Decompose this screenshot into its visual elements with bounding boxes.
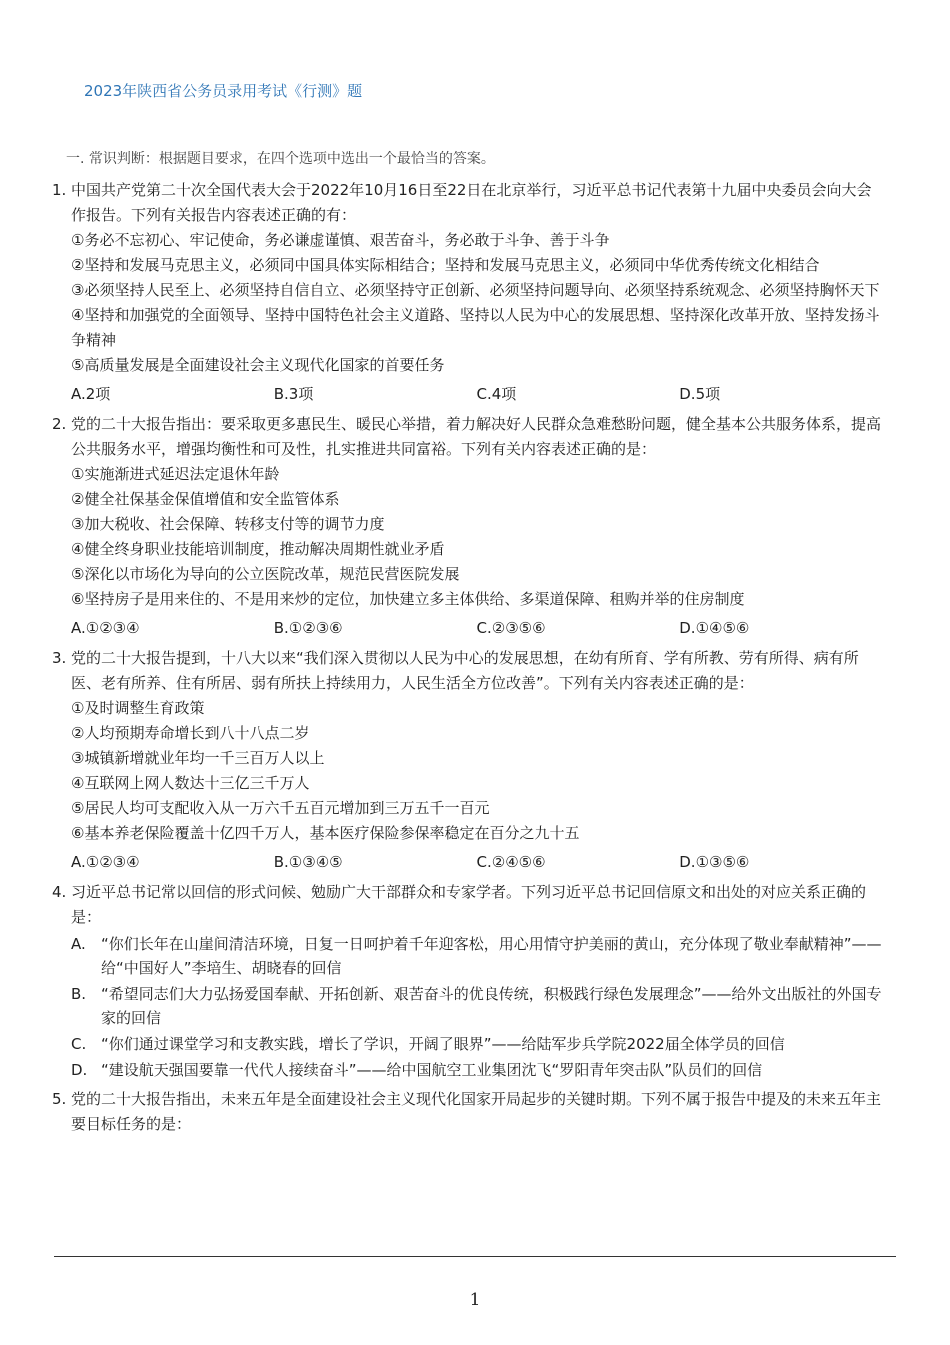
option-text: “你们长年在山崖间清洁环境，日复一日呵护着千年迎客松，用心用情守护美丽的黄山，充分体现了敬业奉献精神”——给“中国好人”李培生、胡晓春的回信	[101, 935, 882, 977]
question-stem: 党的二十大报告提到，十八大以来“我们深入贯彻以人民为中心的发展思想，在幼有所育、学有所教、劳有所得、病有所医、老有所养、住有所居、弱有所扶上持续用力，人民生活全方位改善”。下列有关内容表述正确的是：	[71, 649, 859, 692]
choice-c: C.②④⑤⑥	[476, 853, 546, 871]
question-stem: 中国共产党第二十次全国代表大会于2022年10月16日至22日在北京举行，习近平总书记代表第十九届中央委员会向大会作报告。下列有关报告内容表述正确的有：	[71, 181, 872, 224]
section-heading: 一. 常识判断：根据题目要求，在四个选项中选出一个最恰当的答案。	[66, 151, 495, 167]
option-b	[71, 982, 882, 1030]
statement-item: ②人均预期寿命增长到八十八点二岁	[71, 724, 310, 742]
option-a	[71, 932, 882, 980]
statement-item: ③加大税收、社会保障、转移支付等的调节力度	[71, 515, 385, 533]
question-1	[52, 178, 882, 407]
choice-d: D.5项	[679, 385, 721, 403]
question-5	[52, 1087, 882, 1137]
option-key: C.	[71, 1035, 87, 1053]
choice-a: A.①②③④	[71, 853, 140, 871]
option-text: “你们通过课堂学习和支教实践，增长了学识，开阔了眼界”——给陆军步兵学院2022届全体学员的回信	[101, 1035, 785, 1053]
statement-item: ⑤居民人均可支配收入从一万六千五百元增加到三万五千一百元	[71, 799, 490, 817]
document-title: 2023年陕西省公务员录用考试《行测》题	[84, 82, 363, 100]
answer-options	[52, 932, 882, 1082]
statement-item: ④互联网上网人数达十三亿三千万人	[71, 774, 310, 792]
choice-a: A.①②③④	[71, 619, 140, 637]
choice-a: A.2项	[71, 385, 111, 403]
statement-item: ④坚持和加强党的全面领导、坚持中国特色社会主义道路、坚持以人民为中心的发展思想、坚持深化改革开放、坚持发扬斗争精神	[71, 306, 880, 349]
answer-choices	[52, 382, 882, 407]
option-d	[71, 1058, 882, 1082]
choice-b: B.①②③⑥	[273, 619, 343, 637]
choice-d: D.①④⑤⑥	[679, 619, 750, 637]
statement-item: ⑤高质量发展是全面建设社会主义现代化国家的首要任务	[71, 356, 445, 374]
option-text: “希望同志们大力弘扬爱国奉献、开拓创新、艰苦奋斗的优良传统，积极践行绿色发展理念”——给外文出版社的外国专家的回信	[101, 985, 882, 1027]
question-list	[52, 178, 882, 1142]
statement-item: ②坚持和发展马克思主义，必须同中国具体实际相结合；坚持和发展马克思主义，必须同中华优秀传统文化相结合	[71, 256, 820, 274]
question-stem: 党的二十大报告指出，未来五年是全面建设社会主义现代化国家开局起步的关键时期。下列不属于报告中提及的未来五年主要目标任务的是：	[71, 1090, 882, 1133]
statement-item: ⑥基本养老保险覆盖十亿四千万人，基本医疗保险参保率稳定在百分之九十五	[71, 824, 580, 842]
option-c	[71, 1032, 882, 1056]
statement-item: ①及时调整生育政策	[71, 699, 205, 717]
answer-choices	[52, 850, 882, 875]
choice-b: B.①③④⑤	[273, 853, 343, 871]
footer-divider	[54, 1256, 896, 1257]
option-key: B.	[71, 985, 87, 1003]
question-stem: 党的二十大报告指出：要采取更多惠民生、暖民心举措，着力解决好人民群众急难愁盼问题，健全基本公共服务体系，提高公共服务水平，增强均衡性和可及性，扎实推进共同富裕。下列有关内容表述正确的是：	[71, 415, 882, 458]
choice-c: C.②③⑤⑥	[476, 619, 546, 637]
statement-item: ⑥坚持房子是用来住的、不是用来炒的定位，加快建立多主体供给、多渠道保障、租购并举的住房制度	[71, 590, 745, 608]
statement-item: ②健全社保基金保值增值和安全监管体系	[71, 490, 340, 508]
statement-item: ⑤深化以市场化为导向的公立医院改革，规范民营医院发展	[71, 565, 460, 583]
choice-b: B.3项	[273, 385, 314, 403]
page-number: 1	[469, 1290, 481, 1310]
statement-item: ①务必不忘初心、牢记使命，务必谦虚谨慎、艰苦奋斗，务必敢于斗争、善于斗争	[71, 231, 610, 249]
statement-item: ③城镇新增就业年均一千三百万人以上	[71, 749, 325, 767]
question-4	[52, 880, 882, 1082]
question-number: 3.	[52, 649, 67, 667]
question-stem: 习近平总书记常以回信的形式问候、勉励广大干部群众和专家学者。下列习近平总书记回信原文和出处的对应关系正确的是：	[71, 883, 867, 926]
question-3	[52, 646, 882, 875]
option-key: D.	[71, 1061, 88, 1079]
option-text: “建设航天强国要靠一代代人接续奋斗”——给中国航空工业集团沈飞“罗阳青年突击队”队员们的回信	[101, 1061, 763, 1079]
question-2	[52, 412, 882, 641]
choice-c: C.4项	[476, 385, 517, 403]
question-number: 1.	[52, 181, 67, 199]
choice-d: D.①③⑤⑥	[679, 853, 750, 871]
statement-item: ④健全终身职业技能培训制度，推动解决周期性就业矛盾	[71, 540, 445, 558]
question-number: 4.	[52, 883, 67, 901]
statement-item: ③必须坚持人民至上、必须坚持自信自立、必须坚持守正创新、必须坚持问题导向、必须坚持系统观念、必须坚持胸怀天下	[71, 281, 880, 299]
statement-item: ①实施渐进式延迟法定退休年龄	[71, 465, 280, 483]
question-number: 2.	[52, 415, 67, 433]
option-key: A.	[71, 935, 86, 953]
question-number: 5.	[52, 1090, 67, 1108]
answer-choices	[52, 616, 882, 641]
